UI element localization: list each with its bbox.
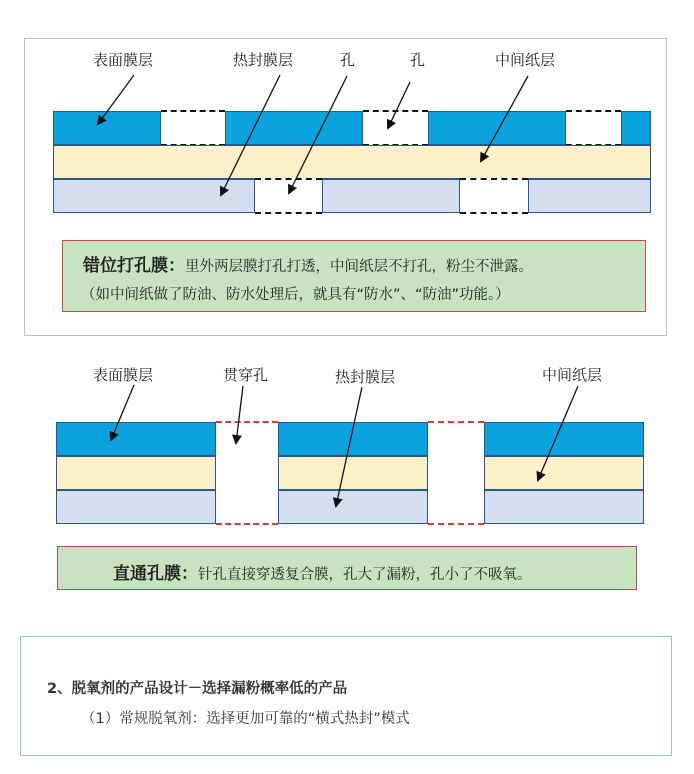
arrow-surface-film: [98, 75, 134, 124]
diagram2-note-text: 针孔直接穿透复合膜，孔大了漏粉，孔小了不吸氧。: [198, 567, 532, 583]
diagram2-label-heat-seal-film: 热封膜层: [335, 368, 396, 386]
diagram1-label-heat-seal-film: 热封膜层: [233, 51, 294, 69]
diagram1-note-title: 错位打孔膜：: [83, 256, 185, 276]
diagram1-note-line2: （如中间纸做了防油、防水处理后，就具有“防水”、“防油”功能。）: [81, 287, 510, 303]
section-subtitle: （1）常规脱氧剂：选择更加可靠的“横式热封”模式: [81, 711, 410, 727]
diagram2-label-through-hole: 贯穿孔: [223, 366, 269, 384]
arrow2-heat-seal-film: [336, 387, 362, 506]
diagram2-label-surface-film: 表面膜层: [93, 366, 154, 384]
diagram1-note-line1: 里外两层膜打孔打透，中间纸层不打孔，粉尘不泄露。: [185, 259, 533, 275]
arrow2-middle-paper: [538, 386, 578, 480]
arrow-hole-b: [388, 82, 410, 128]
arrow-middle-paper: [481, 76, 528, 161]
arrow-hole-a: [289, 76, 347, 193]
diagram1-label-hole-a: 孔: [340, 51, 356, 69]
diagram2-label-middle-paper: 中间纸层: [542, 366, 603, 384]
section-title: 2、脱氧剂的产品设计－选择漏粉概率低的产品: [47, 681, 348, 697]
diagram2-note-title: 直通孔膜：: [113, 564, 198, 584]
arrow-heat-seal-film: [221, 75, 280, 195]
arrow2-surface-film: [111, 385, 134, 440]
diagram1-label-hole-b: 孔: [410, 51, 426, 69]
diagram1-label-middle-paper: 中间纸层: [495, 51, 556, 69]
diagram1-label-surface-film: 表面膜层: [93, 51, 154, 69]
arrow2-through-hole: [236, 386, 243, 443]
